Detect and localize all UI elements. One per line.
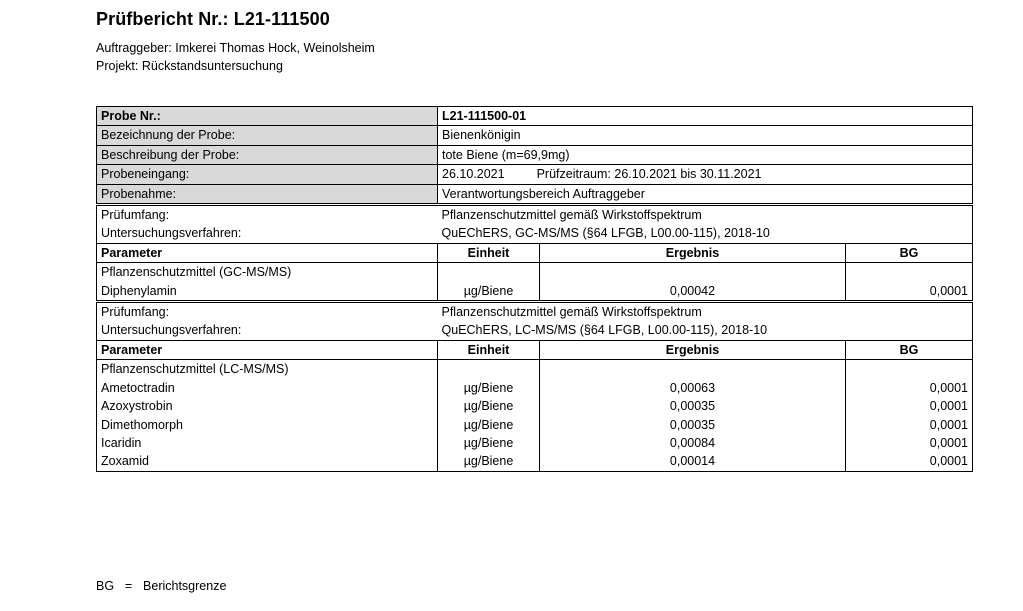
result-cell: 0,00035 bbox=[540, 397, 846, 415]
probenahme-label: Probenahme: bbox=[97, 184, 438, 204]
table-row bbox=[97, 416, 973, 434]
lc-header-bg: BG bbox=[846, 340, 973, 359]
unit-cell: µg/Biene bbox=[438, 379, 540, 397]
project-line: Projekt: Rückstandsuntersuchung bbox=[96, 59, 283, 73]
lc-verfahren-value: QuEChERS, LC-MS/MS (§64 LFGB, L00.00-115), 2018-10 bbox=[438, 321, 973, 340]
table-row bbox=[97, 434, 973, 452]
footnote-meaning: Berichtsgrenze bbox=[143, 579, 227, 593]
result-cell: 0,00014 bbox=[540, 452, 846, 471]
parameter-name: Azoxystrobin bbox=[101, 399, 173, 414]
lc-verfahren-row bbox=[97, 321, 973, 340]
table-row bbox=[97, 282, 973, 302]
gc-verfahren-row bbox=[97, 224, 973, 243]
bg-cell: 0,0001 bbox=[846, 282, 973, 302]
lc-group-label: Pflanzenschutzmittel (LC-MS/MS) bbox=[101, 362, 289, 377]
result-cell: 0,00063 bbox=[540, 379, 846, 397]
probenahme-value: Verantwortungsbereich Auftraggeber bbox=[438, 184, 973, 204]
eingang-date: 26.10.2021 bbox=[442, 167, 505, 182]
report-title: Prüfbericht Nr.: L21-111500 bbox=[96, 9, 330, 29]
gc-header-parameter: Parameter bbox=[97, 243, 438, 262]
lc-header-einheit: Einheit bbox=[438, 340, 540, 359]
table-row bbox=[97, 397, 973, 415]
footnote-abbr: BG bbox=[96, 579, 115, 593]
footnote-equals: = bbox=[124, 579, 133, 593]
bg-cell: 0,0001 bbox=[846, 434, 973, 452]
parameter-name: Icaridin bbox=[101, 435, 142, 450]
result-cell: 0,00035 bbox=[540, 416, 846, 434]
probe-nr-label: Probe Nr.: bbox=[97, 107, 438, 126]
eingang-value bbox=[438, 165, 973, 184]
lc-verfahren-label: Untersuchungsverfahren: bbox=[97, 321, 438, 340]
unit-cell: µg/Biene bbox=[438, 397, 540, 415]
unit-cell: µg/Biene bbox=[438, 434, 540, 452]
report-table bbox=[96, 106, 973, 472]
lc-group-row bbox=[97, 360, 973, 379]
lc-param-header bbox=[97, 340, 973, 359]
unit-cell: µg/Biene bbox=[438, 452, 540, 471]
parameter-name: Dimethomorph bbox=[101, 417, 183, 432]
beschreibung-value: tote Biene (m=69,9mg) bbox=[438, 145, 973, 164]
unit-cell: µg/Biene bbox=[438, 416, 540, 434]
row-beschreibung bbox=[97, 145, 973, 164]
parameter-name: Ametoctradin bbox=[101, 380, 175, 395]
table-row bbox=[97, 452, 973, 471]
result-cell: 0,00042 bbox=[540, 282, 846, 302]
row-eingang bbox=[97, 165, 973, 184]
gc-param-header bbox=[97, 243, 973, 262]
row-probenahme bbox=[97, 184, 973, 204]
gc-header-einheit: Einheit bbox=[438, 243, 540, 262]
gc-group-row bbox=[97, 263, 973, 282]
probe-nr-value: L21-111500-01 bbox=[438, 107, 973, 126]
gc-group-label: Pflanzenschutzmittel (GC-MS/MS) bbox=[101, 265, 292, 280]
bg-cell: 0,0001 bbox=[846, 416, 973, 434]
lc-pruefumfang-label: Prüfumfang: bbox=[97, 302, 438, 322]
lc-pruefumfang-row bbox=[97, 302, 973, 322]
bezeichnung-value: Bienenkönigin bbox=[438, 126, 973, 145]
gc-pruefumfang-row bbox=[97, 205, 973, 225]
pruefzeitraum: Prüfzeitraum: 26.10.2021 bis 30.11.2021 bbox=[536, 167, 762, 182]
bg-cell: 0,0001 bbox=[846, 452, 973, 471]
lc-header-ergebnis: Ergebnis bbox=[540, 340, 846, 359]
lc-pruefumfang-value: Pflanzenschutzmittel gemäß Wirkstoffspektrum bbox=[438, 302, 973, 322]
lc-header-parameter: Parameter bbox=[97, 340, 438, 359]
bg-cell: 0,0001 bbox=[846, 397, 973, 415]
parameter-name: Diphenylamin bbox=[97, 282, 438, 302]
unit-cell: µg/Biene bbox=[438, 282, 540, 302]
parameter-name: Zoxamid bbox=[97, 452, 438, 471]
gc-verfahren-value: QuEChERS, GC-MS/MS (§64 LFGB, L00.00-115), 2018-10 bbox=[438, 224, 973, 243]
table-row bbox=[97, 379, 973, 397]
result-cell: 0,00084 bbox=[540, 434, 846, 452]
gc-header-bg: BG bbox=[846, 243, 973, 262]
beschreibung-label: Beschreibung der Probe: bbox=[97, 145, 438, 164]
bezeichnung-label: Bezeichnung der Probe: bbox=[97, 126, 438, 145]
bg-cell: 0,0001 bbox=[846, 379, 973, 397]
row-bezeichnung bbox=[97, 126, 973, 145]
gc-pruefumfang-value: Pflanzenschutzmittel gemäß Wirkstoffspektrum bbox=[438, 205, 973, 225]
footnote bbox=[96, 579, 226, 593]
client-line: Auftraggeber: Imkerei Thomas Hock, Weinolsheim bbox=[96, 41, 375, 55]
gc-verfahren-label: Untersuchungsverfahren: bbox=[97, 224, 438, 243]
row-probe-nr bbox=[97, 107, 973, 126]
gc-header-ergebnis: Ergebnis bbox=[540, 243, 846, 262]
eingang-label: Probeneingang: bbox=[97, 165, 438, 184]
gc-pruefumfang-label: Prüfumfang: bbox=[97, 205, 438, 225]
